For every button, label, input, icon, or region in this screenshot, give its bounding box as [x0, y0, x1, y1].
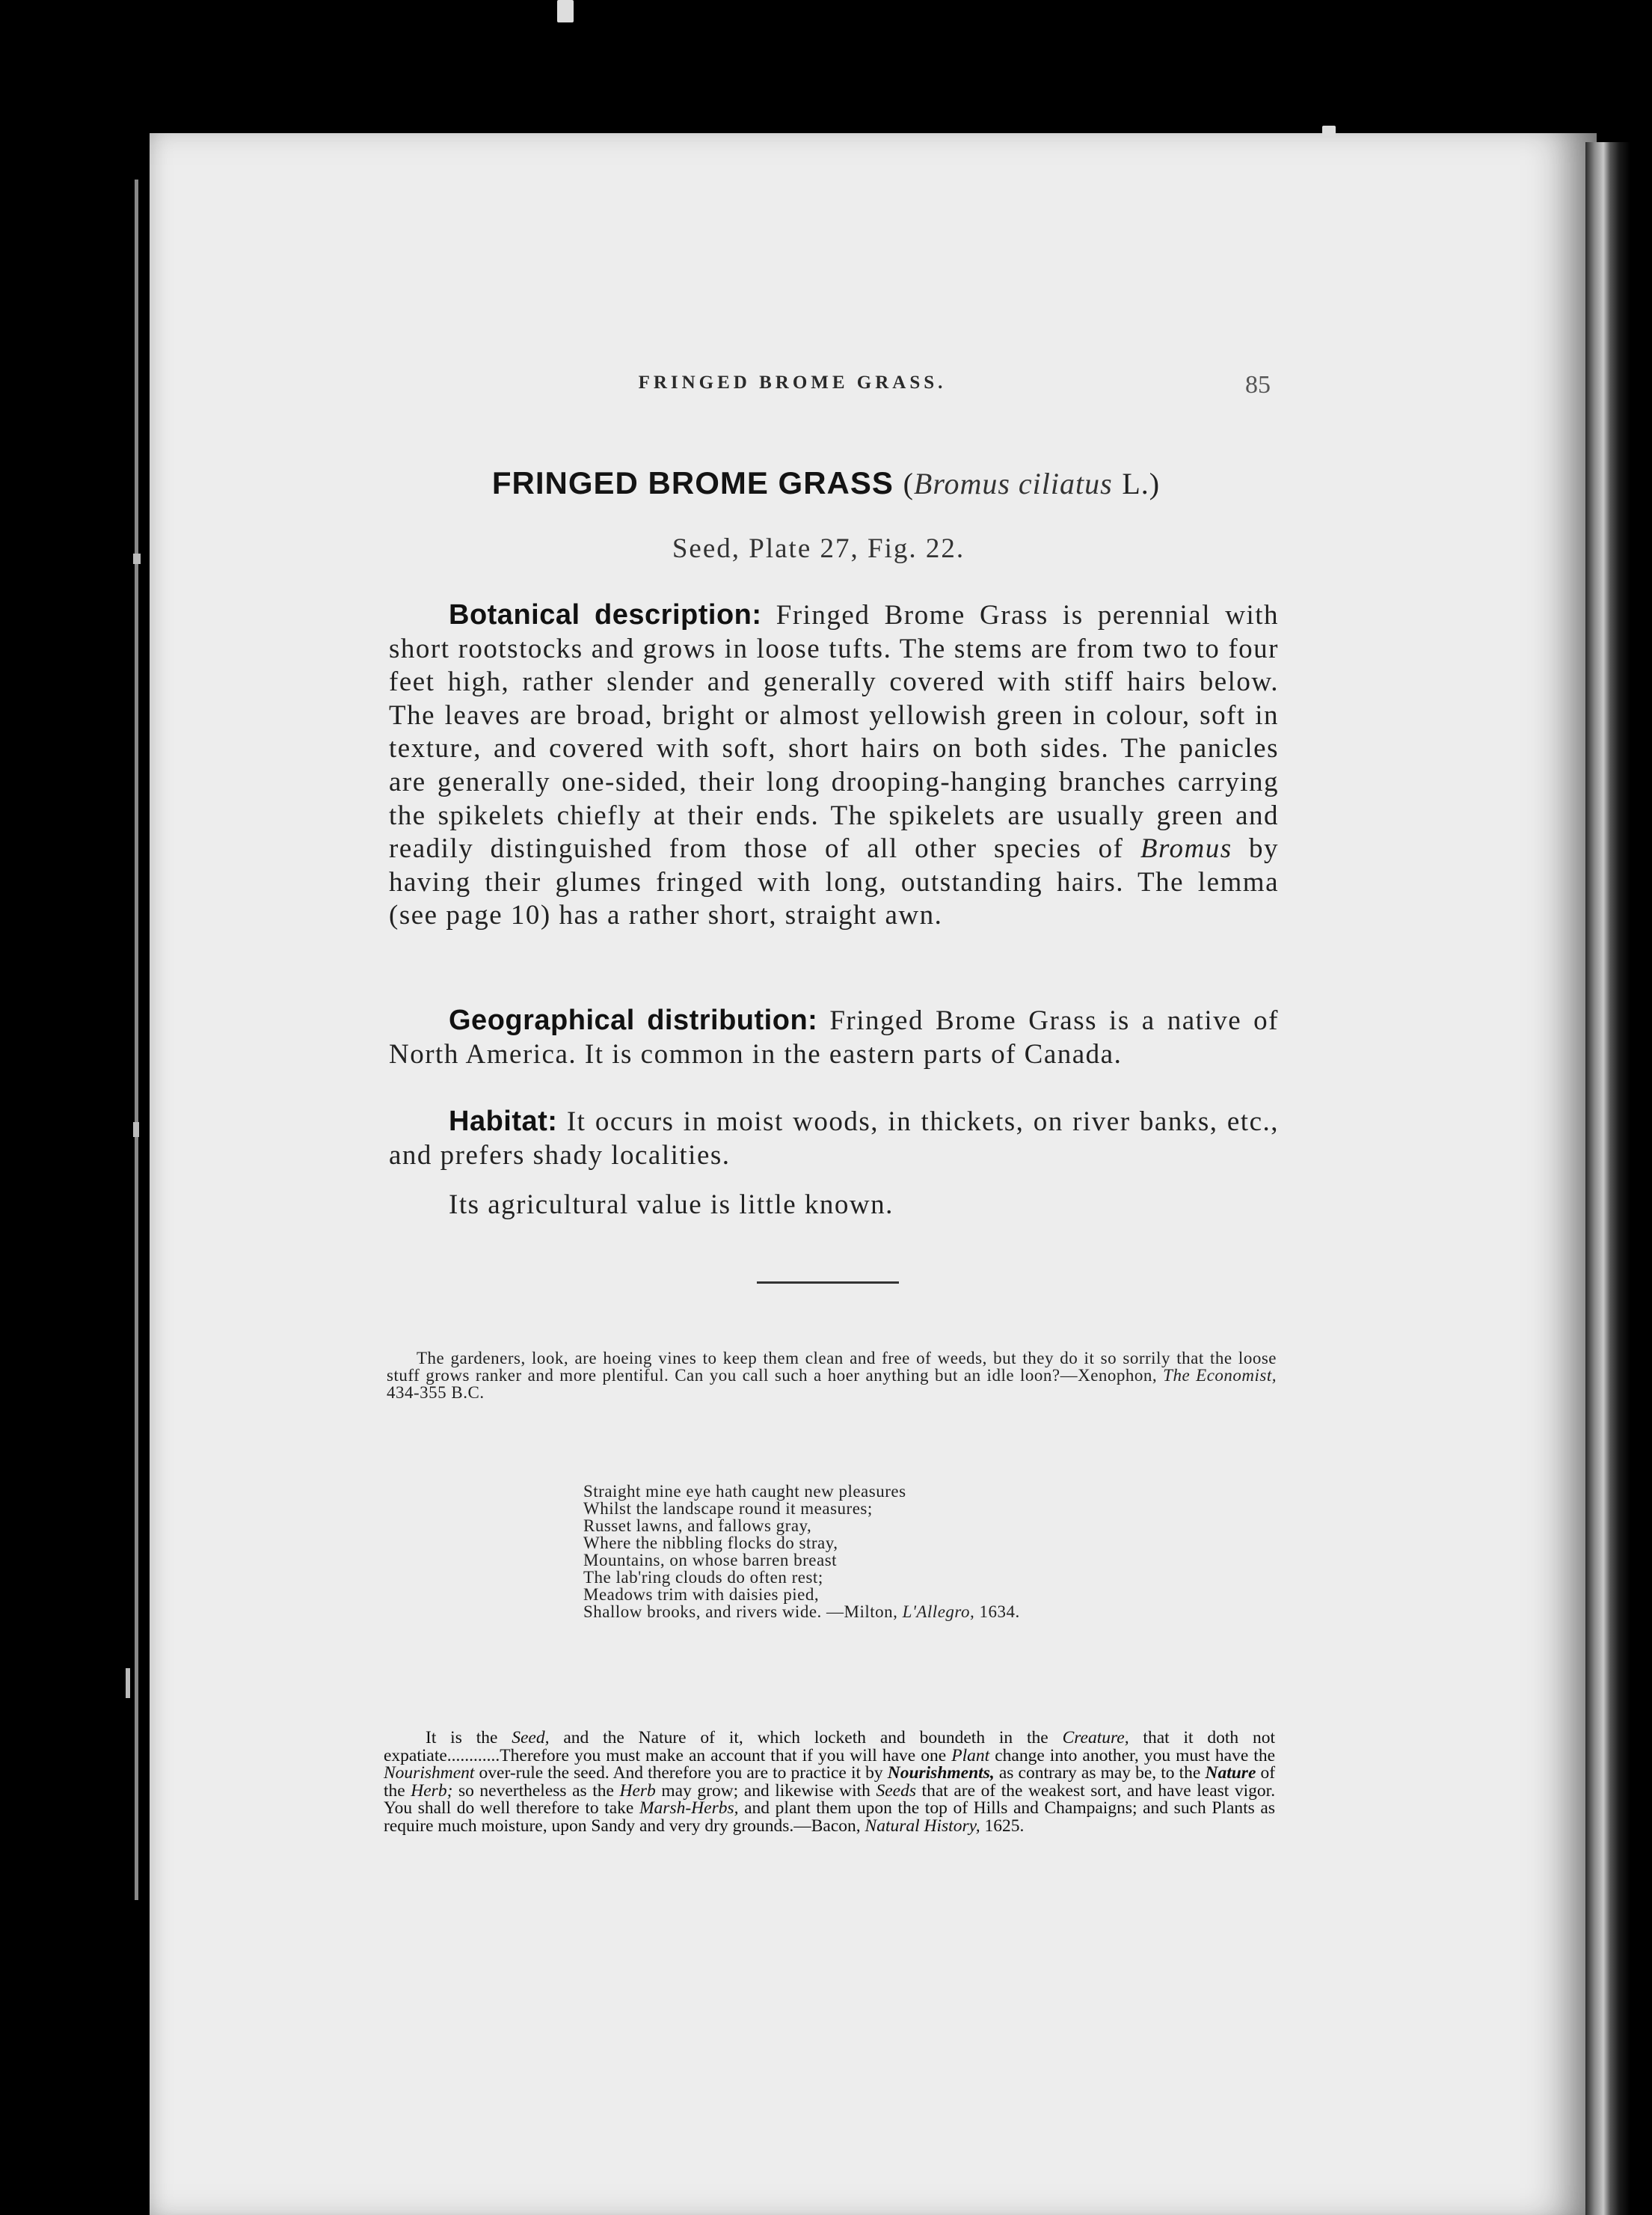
heading-paren: (: [903, 467, 914, 500]
bacon-text: as contrary as may be, to the: [998, 1763, 1201, 1783]
bacon-date: 1625.: [984, 1816, 1025, 1836]
geographical-label: Geographical distribution:: [449, 1005, 818, 1036]
bacon-text: and the Nature of it, which locketh and boundeth in the: [563, 1728, 1048, 1747]
poem-date: 1634.: [979, 1602, 1020, 1621]
heading-author: L.): [1122, 467, 1161, 500]
scan-speck: [1322, 126, 1336, 136]
geographical-text: Fringed Brome Grass is a native of North America. It is common in the eastern parts of Canada.: [389, 1005, 1279, 1070]
bacon-italic: Herb;: [411, 1780, 453, 1801]
bacon-italic: Marsh-Herbs,: [639, 1798, 739, 1818]
bacon-italic: Natural History,: [865, 1816, 980, 1836]
bacon-italic: Seed,: [512, 1728, 550, 1747]
bacon-text: over-rule the seed. And therefore you are to practice it by: [479, 1763, 883, 1783]
section-heading: [0, 465, 1652, 501]
botanical-text-b: by having their glumes fringed with long, outstanding hairs. The lemma (see page 10) has a rather short, straight awn.: [389, 833, 1280, 931]
running-head: [0, 373, 1652, 393]
habitat-label: Habitat:: [449, 1106, 558, 1137]
poem-line: Russet lawns, and fallows gray,: [583, 1516, 812, 1535]
scan-speck: [557, 0, 574, 22]
xenophon-quote: [387, 1349, 1277, 1401]
agricultural-value: [389, 1189, 1279, 1222]
bacon-text: that it doth not expatiate............Therefore you must make an account that if you will have one: [384, 1728, 1276, 1765]
heading-title: FRINGED BROME GRASS: [491, 465, 894, 500]
left-page-edge: [135, 180, 138, 1900]
agricultural-text: Its agricultural value is little known.: [449, 1189, 894, 1220]
bacon-text: that are of the weakest sort, and have least vigor. You shall do well therefore to take: [384, 1780, 1276, 1818]
edge-mark: [133, 1122, 139, 1137]
plate-reference: [0, 533, 1652, 565]
bacon-italic: Nourishments,: [887, 1763, 995, 1783]
poem-work: L'Allegro,: [902, 1602, 975, 1621]
habitat: [389, 1105, 1279, 1172]
bacon-quote: [384, 1730, 1275, 1835]
geographical-distribution: [389, 1004, 1279, 1071]
bacon-text: of the: [384, 1763, 1276, 1801]
poem-line: The lab'ring clouds do often rest;: [583, 1568, 823, 1587]
bacon-text: change into another, you must have the: [995, 1745, 1276, 1765]
poem-last-line-text: Shallow brooks, and rivers wide. —Milton,: [583, 1602, 898, 1621]
heading-scientific-name: Bromus ciliatus: [913, 467, 1113, 500]
botanical-description: [389, 598, 1279, 933]
book-page: [150, 133, 1597, 2215]
bacon-text: and plant them upon the top of Hills and Champaigns; and such Plants as require much moisture, upon Sandy and very dry grounds.—Bacon,: [384, 1798, 1276, 1836]
poem-line: Straight mine eye hath caught new pleasures: [583, 1482, 906, 1501]
botanical-genus: Bromus: [1140, 833, 1232, 865]
milton-poem: [583, 1483, 1107, 1620]
book-spine-edge: [1585, 142, 1630, 2215]
botanical-text-a: Fringed Brome Grass is perennial with short rootstocks and grows in loose tufts. The stems are from two to four feet high, rather slender and generally covered with stiff hairs below. The leaves are broad, bright or almost yellowish green in colour, soft in texture, and covered with soft, short hairs on both sides. The panicles are generally one-sided, their long drooping-hanging branches carrying the spikelets chiefly at their ends. The spikelets are usually green and readily distinguished from those of all other species of: [389, 600, 1280, 865]
plate-reference-text: Seed, Plate 27, Fig. 22.: [672, 533, 965, 564]
bacon-italic: Creature,: [1062, 1728, 1129, 1747]
botanical-label: Botanical description:: [449, 599, 762, 631]
bacon-text: may grow; and likewise with: [661, 1780, 870, 1801]
bacon-italic: Nature: [1205, 1763, 1256, 1783]
bacon-italic: Plant: [951, 1745, 990, 1765]
xenophon-text: The gardeners, look, are hoeing vines to keep them clean and free of weeds, but they do it so sorrily that the loose stuff grows ranker and more plentiful. Can you call such a hoer anything but an idle loon?—Xenophon,: [387, 1349, 1277, 1385]
poem-line: Meadows trim with daisies pied,: [583, 1585, 820, 1604]
habitat-text: It occurs in moist woods, in thickets, on river banks, etc., and prefers shady localities.: [389, 1106, 1280, 1171]
poem-line: Whilst the landscape round it measures;: [583, 1499, 873, 1518]
page-number: 85: [1245, 371, 1271, 399]
poem-last-line: [583, 1603, 1107, 1620]
bacon-italic: Nourishment: [384, 1763, 475, 1783]
edge-mark: [126, 1668, 130, 1698]
running-head-title: FRINGED BROME GRASS.: [638, 373, 947, 393]
poem-line: Mountains, on whose barren breast: [583, 1551, 838, 1569]
poem-line: Where the nibbling flocks do stray,: [583, 1534, 838, 1552]
xenophon-work: The Economist,: [1163, 1366, 1277, 1385]
xenophon-date: 434-355 B.C.: [387, 1383, 485, 1402]
bacon-italic: Herb: [619, 1780, 656, 1801]
bacon-text: so nevertheless as the: [458, 1780, 614, 1801]
bacon-italic: Seeds: [876, 1780, 916, 1801]
section-divider: [757, 1281, 899, 1284]
bacon-text: It is the: [426, 1728, 498, 1747]
